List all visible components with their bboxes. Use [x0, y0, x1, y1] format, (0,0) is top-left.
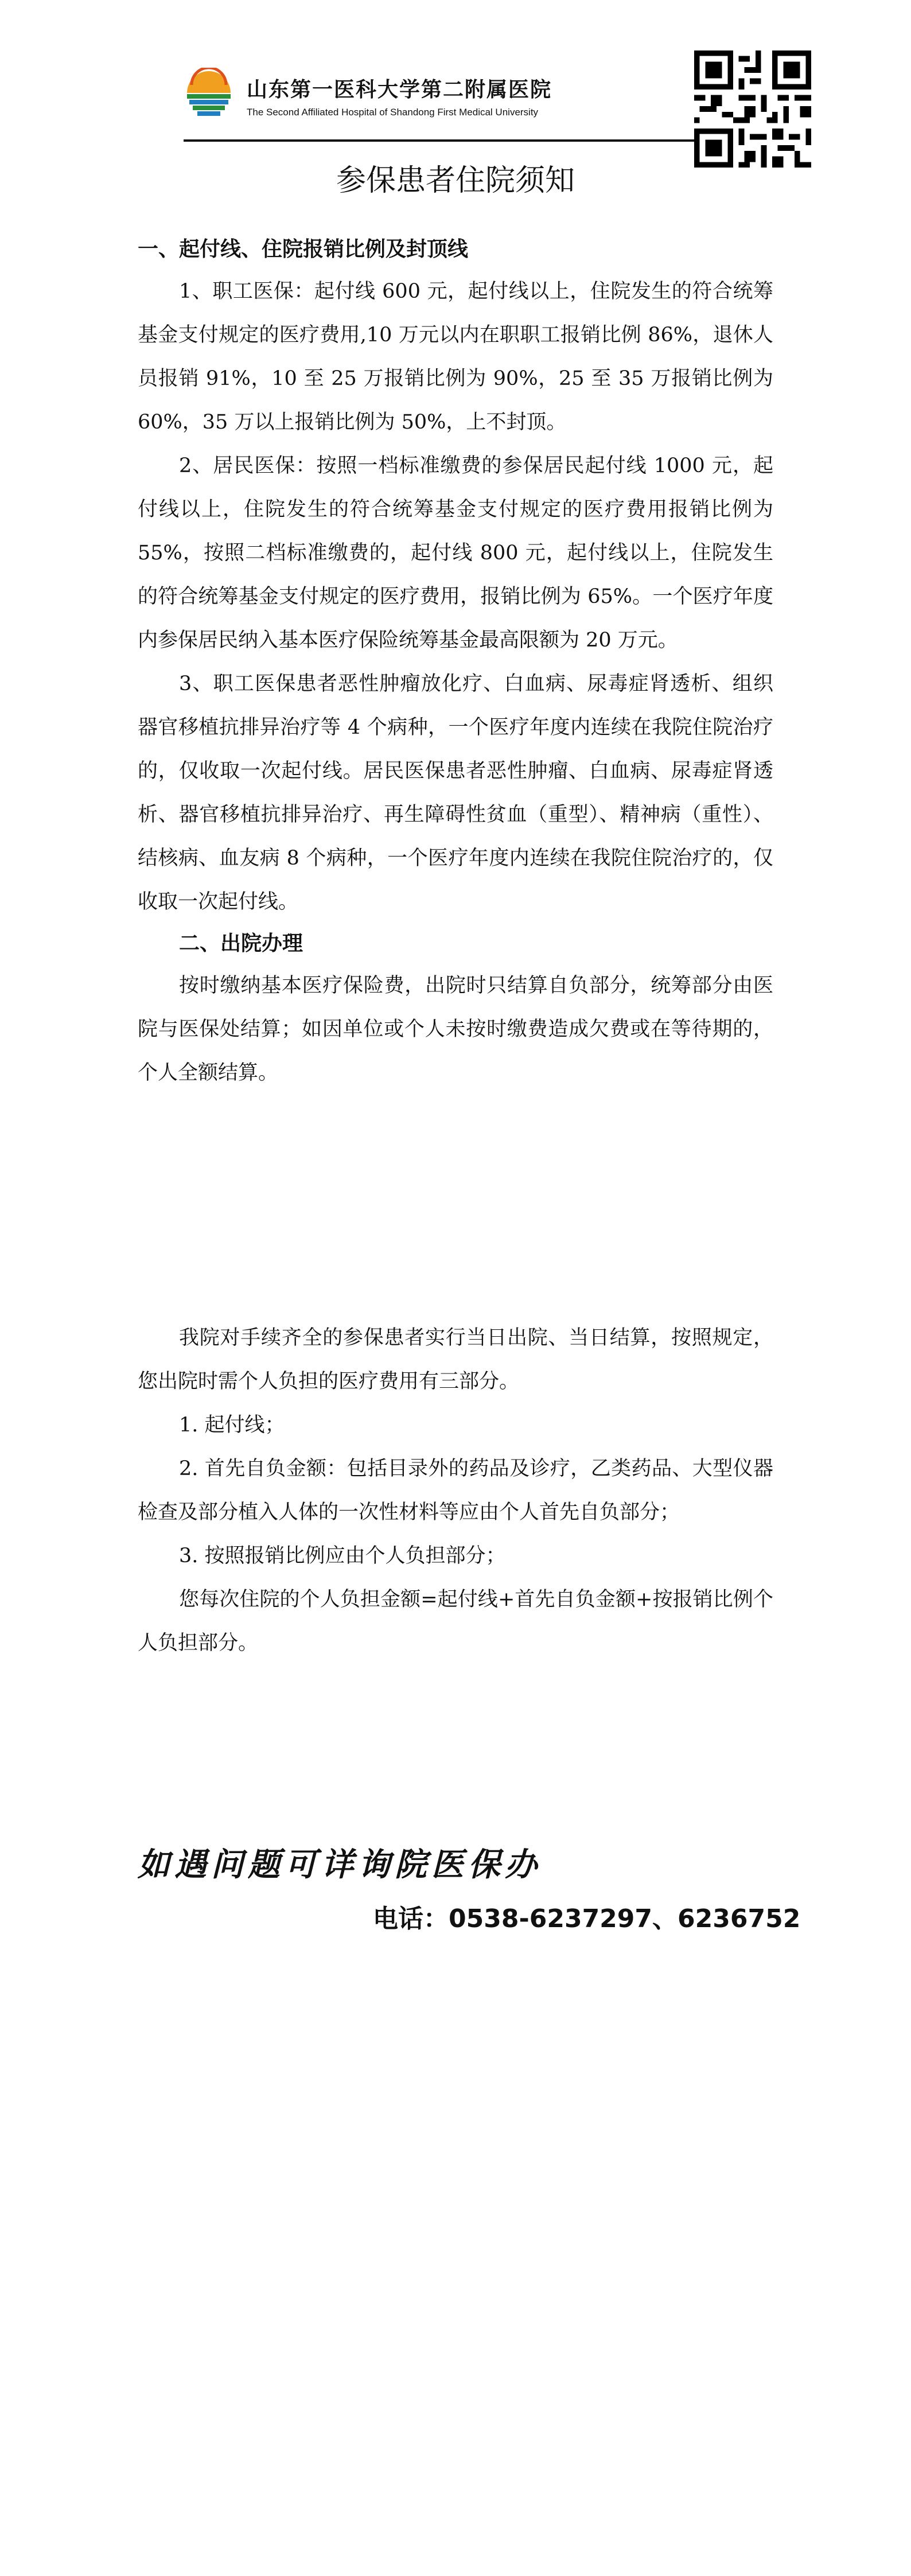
list-item: 3. 按照报销比例应由个人负担部分； [179, 1544, 506, 1567]
section-heading-discharge: 二、出院办理 [179, 932, 303, 955]
hospital-name-en: The Second Affiliated Hospital of Shandong First Medical University [247, 107, 539, 118]
paragraph-same-day-settlement: 我院对手续齐全的参保患者实行当日出院、当日结算，按照规定，您出院时需个人负担的医疗费用有三部分。 [138, 1326, 773, 1393]
paragraph-resident-insurance: 2、居民医保：按照一档标准缴费的参保居民起付线 1000 元，起付线以上，住院发生的符合统筹基金支付规定的医疗费用报销比例为 55%，按照二档标准缴费的，起付线 800 元，起付线以上，住院发生的符合统筹基金支付规定的医疗费用，报销比例为 65%。一个医疗年度内参保居民纳入基本医疗保险统筹基金最高限额为 20 万元。 [138, 454, 773, 652]
hospital-header [184, 68, 643, 131]
contact-note [138, 1839, 773, 1885]
notice-body [138, 229, 773, 1665]
page-title: 参保患者住院须知 [336, 164, 575, 198]
qr-code-icon [694, 50, 811, 168]
contact-line: 如遇问题可详询院医保办 [138, 1846, 542, 1884]
paragraph-personal-cost-formula: 您每次住院的个人负担金额=起付线+首先自负金额+按报销比例个人负担部分。 [138, 1588, 773, 1655]
section-heading-deductible: 一、起付线、住院报销比例及封顶线 [138, 238, 469, 261]
hospital-logo-icon [184, 68, 234, 123]
hospital-name-cn: 山东第一医科大学第二附属医院 [247, 78, 552, 102]
list-item: 1. 起付线； [179, 1414, 285, 1437]
paragraph-employee-insurance: 1、职工医保：起付线 600 元，起付线以上，住院发生的符合统筹基金支付规定的医疗费用,10 万元以内在职职工报销比例 86%，退休人员报销 91%，10 至 25 万报销比例为 90%，25 至 35 万报销比例为 60%，35 万以上报销比例为 50%，上不封顶。 [138, 280, 773, 434]
header-divider [184, 139, 694, 142]
paragraph-discharge: 按时缴纳基本医疗保险费，出院时只结算自负部分，统筹部分由医院与医保处结算；如因单位或个人未按时缴费造成欠费或在等待期的，个人全额结算。 [138, 974, 773, 1084]
paragraph-special-diseases: 3、职工医保患者恶性肿瘤放化疗、白血病、尿毒症肾透析、组织器官移植抗排异治疗等 4 个病种，一个医疗年度内连续在我院住院治疗的，仅收取一次起付线。居民医保患者恶性肿瘤、白血病、尿毒症肾透析、器官移植抗排异治疗、再生障碍性贫血（重型）、精神病（重性）、结核病、血友病 8 个病种，一个医疗年度内连续在我院住院治疗的，仅收取一次起付线。 [138, 672, 773, 913]
contact-phone: 电话：0538-6237297、6236752 [373, 1904, 801, 1933]
blank-spacer [138, 1095, 773, 1316]
list-item: 2. 首先自负金额：包括目录外的药品及诊疗，乙类药品、大型仪器检查及部分植入人体的一次性材料等应由个人首先自负部分； [138, 1457, 773, 1524]
